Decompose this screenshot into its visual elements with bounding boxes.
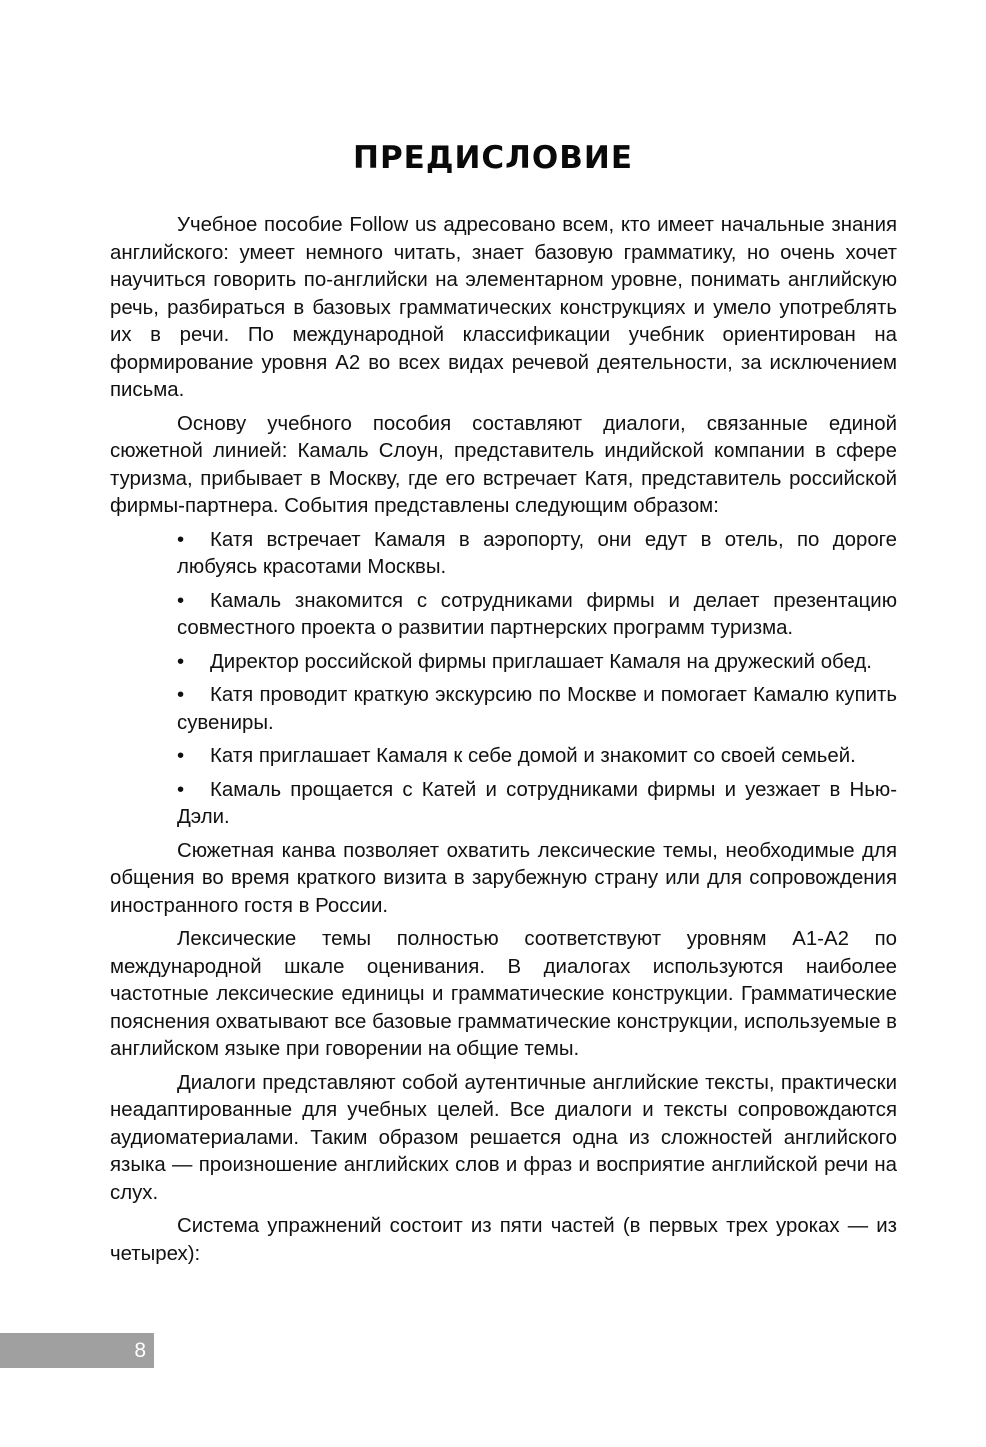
event-text: Катя проводит краткую экскурсию по Москве и помогает Камалю купить сувениры. — [177, 684, 897, 734]
bullet-icon: • — [177, 745, 185, 767]
paragraph-exercises: Система упражнений состоит из пяти частей (в первых трех уроках — из четырех): — [110, 1215, 897, 1265]
list-item — [177, 649, 897, 677]
page-number: 8 — [0, 1333, 154, 1368]
bullet-icon: • — [177, 528, 185, 551]
list-item — [177, 743, 897, 771]
bullet-icon: • — [177, 589, 185, 612]
bullet-icon: • — [177, 684, 185, 706]
list-item — [177, 777, 897, 832]
event-text: Катя приглашает Камаля к себе домой и знакомит со своей семьей. — [210, 745, 856, 767]
paragraph-intro: Учебное пособие Follow us адресовано всем, кто имеет начальные знания английского: умеет немного читать, знает базовую грамматику, но очень хочет научиться говорить по-английски на элементарном уровне, понимать английскую речь, разбираться в базовых грамматических конструкциях и умело употреблять их в речи. По международной классификации учебник ориентирован на формирование уровня А2 во всех видах речевой деятельности, за исключением письма. — [110, 214, 897, 401]
paragraph-plot: Основу учебного пособия составляют диалоги, связанные единой сюжетной линией: Камаль Слоун, представитель индийской компании в сфере туризма, прибывает в Москву, где его встречает Катя, представитель российской фирмы-партнера. События представлены следующим образом: — [110, 412, 897, 517]
bullet-icon: • — [177, 650, 185, 673]
list-item — [177, 588, 897, 643]
paragraph-dialogues: Диалоги представляют собой аутентичные английские тексты, практически неадаптированные для учебных целей. Все диалоги и тексты сопровождаются аудиоматериалами. Таким образом решается одна из сложностей английского языка — произношение английских слов и фраз и восприятие английской речи на слух. — [110, 1071, 897, 1204]
list-item — [177, 682, 897, 737]
event-text: Катя встречает Камаля в аэропорту, они едут в отель, по дороге любуясь красотами Москвы. — [177, 528, 897, 578]
bullet-icon: • — [177, 778, 185, 801]
event-text: Директор российской фирмы приглашает Камаля на дружеский обед. — [210, 650, 872, 673]
paragraph-scope: Сюжетная канва позволяет охватить лексические темы, необходимые для общения во время краткого визита в зарубежную страну или для сопровождения иностранного гостя в России. — [110, 839, 897, 917]
preface-body — [110, 212, 897, 1274]
event-text: Камаль прощается с Катей и сотрудниками фирмы и уезжает в Нью-Дэли. — [177, 778, 897, 828]
list-item — [177, 527, 897, 582]
event-text: Камаль знакомится с сотрудниками фирмы и делает презентацию совместного проекта о развитии партнерских программ туризма. — [177, 589, 897, 639]
paragraph-levels: Лексические темы полностью соответствуют уровням А1-А2 по международной шкале оценивания. В диалогах используются наиболее частотные лексические единицы и грамматические конструкции. Грамматические пояснения охватывают все базовые грамматические конструкции, используемые в английском языке при говорении на общие темы. — [110, 928, 897, 1060]
page-title: ПРЕДИСЛОВИЕ — [353, 140, 633, 176]
events-list — [110, 527, 897, 832]
